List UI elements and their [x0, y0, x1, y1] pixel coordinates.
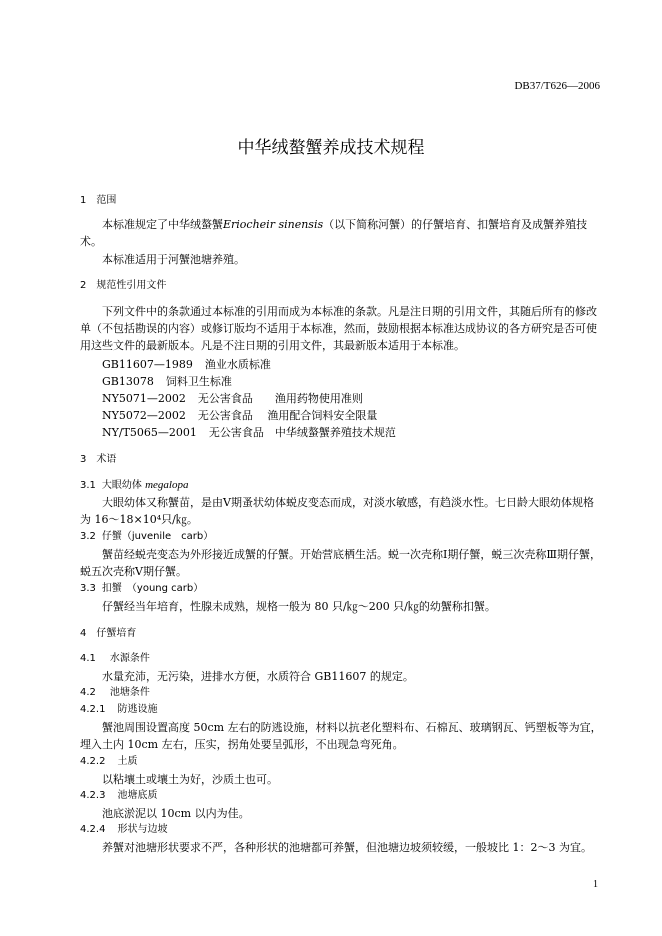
- section-title: 仔蟹培育: [96, 628, 137, 639]
- reference-name: 饲料卫生标准: [165, 375, 232, 388]
- section-3-1-heading: [80, 477, 602, 494]
- latin-name: Eriocheir sinensis: [223, 218, 324, 231]
- reference-code: GB13078: [102, 375, 154, 388]
- section-title: 大眼幼体: [101, 480, 142, 491]
- section-4-2-4-heading: [80, 822, 602, 838]
- section-number: 4.2.3: [80, 790, 106, 801]
- section-number: 4: [80, 628, 87, 639]
- reference-name: 渔业水质标准: [204, 358, 271, 371]
- section-3-3-heading: [80, 581, 602, 597]
- section-number: 4.1: [80, 653, 96, 664]
- section-title: 术语: [96, 454, 117, 465]
- section-1-paragraph-1: 本标准规定了中华绒螯蟹Eriocheir sinensis（以下简称河蟹）的仔蟹培育、扣蟹培育及成蟹养殖技术。: [80, 218, 588, 248]
- section-number: 4.2.2: [80, 756, 106, 767]
- section-4-2-4-paragraph: 养蟹对池塘形状要求不严，各种形状的池塘都可养蟹，但池塘边坡须较缓，一般坡比 1：2～3 为宜。: [102, 841, 592, 854]
- reference-code: NY5072—2002: [102, 409, 186, 422]
- reference-name: 无公害食品 中华绒螯蟹养殖技术规范: [208, 426, 396, 439]
- section-number: 2: [80, 280, 87, 291]
- document-title: 中华绒螯蟹养成技术规程: [237, 138, 425, 158]
- section-4-2-3-paragraph: 池底淤泥以 10cm 以内为佳。: [102, 807, 250, 820]
- section-4-2-2-paragraph: 以粘壤土或壤土为好，沙质土也可。: [102, 773, 278, 786]
- section-4-2-2-heading: [80, 754, 602, 770]
- section-title: 仔蟹（juvenile carb）: [101, 531, 214, 542]
- section-4-2-1-paragraph: 蟹池周围设置高度 50cm 左右的防逃设施，材料以抗老化塑料布、石棉瓦、玻璃钢瓦、钙塑板等为宜，埋入土内 10cm 左右，压实，拐角处要呈弧形，不出现急弯死角。: [80, 721, 602, 751]
- section-3-2-heading: [80, 529, 602, 545]
- section-title: 范围: [96, 195, 117, 206]
- section-4-1-paragraph: 水量充沛，无污染，进排水方便，水质符合 GB11607 的规定。: [102, 670, 414, 683]
- section-3-3-paragraph: 仔蟹经当年培育，性腺未成熟，规格一般为 80 只/㎏～200 只/㎏的幼蟹称扣蟹。: [102, 600, 496, 613]
- section-4-2-3-heading: [80, 788, 602, 804]
- reference-item: [102, 424, 396, 441]
- reference-item: [102, 356, 271, 373]
- reference-item: [102, 390, 363, 407]
- section-number: 3.3: [80, 583, 96, 594]
- section-3-2-paragraph: 蟹苗经蜕壳变态为外形接近成蟹的仔蟹。开始营底栖生活。蜕一次壳称Ⅰ期仔蟹，蜕三次壳称Ⅲ期仔蟹，蜕五次壳称Ⅴ期仔蟹。: [80, 548, 601, 578]
- section-4-2-1-heading: [80, 702, 602, 718]
- section-number: 4.2.4: [80, 824, 106, 835]
- reference-item: [102, 373, 232, 390]
- section-2-heading: [80, 278, 602, 294]
- section-1-paragraph-2: 本标准适用于河蟹池塘养殖。: [102, 253, 245, 266]
- latin-term: megalopa: [145, 479, 189, 491]
- section-4-2-heading: [80, 685, 602, 701]
- section-title: 池塘条件: [109, 687, 150, 698]
- section-title: 形状与边坡: [117, 824, 168, 835]
- reference-code: GB11607—1989: [102, 358, 193, 371]
- section-4-1-heading: [80, 651, 602, 667]
- reference-code: NY/T5065—2001: [102, 426, 197, 439]
- reference-name: 无公害食品 渔用药物使用准则: [197, 392, 363, 405]
- section-title: 水源条件: [109, 653, 150, 664]
- section-1-heading: [80, 193, 602, 209]
- reference-code: NY5071—2002: [102, 392, 186, 405]
- page-number: 1: [593, 879, 598, 890]
- standard-code: DB37/T626—2006: [514, 80, 600, 92]
- reference-name: 无公害食品 渔用配合饲料安全限量: [197, 409, 378, 422]
- section-number: 3: [80, 454, 87, 465]
- section-number: 3.1: [80, 480, 96, 491]
- section-number: 4.2.1: [80, 704, 106, 715]
- section-title: 规范性引用文件: [96, 280, 167, 291]
- section-3-1-paragraph: 大眼幼体又称蟹苗，是由Ⅴ期蚤状幼体蜕皮变态而成，对淡水敏感，有趋淡水性。七日龄大眼幼体规格为 16～18×10⁴只/㎏。: [80, 496, 594, 526]
- section-2-paragraph-1: 下列文件中的条款通过本标准的引用而成为本标准的条款。凡是注日期的引用文件，其随后所有的修改单（不包括勘误的内容）或修订版均不适用于本标准，然而，鼓励根据本标准达成协议的各方研究是否可使用这些文件的最新版本。凡是不注日期的引用文件，其最新版本适用于本标准。: [80, 305, 597, 352]
- section-number: 4.2: [80, 687, 96, 698]
- reference-item: [102, 407, 377, 424]
- section-number: 3.2: [80, 531, 96, 542]
- section-4-heading: [80, 626, 602, 642]
- section-title: 扣蟹 （young carb）: [101, 583, 204, 594]
- section-title: 池塘底质: [117, 790, 158, 801]
- section-3-heading: [80, 452, 602, 468]
- section-title: 防逃设施: [117, 704, 158, 715]
- section-number: 1: [80, 195, 87, 206]
- section-title: 土质: [117, 756, 138, 767]
